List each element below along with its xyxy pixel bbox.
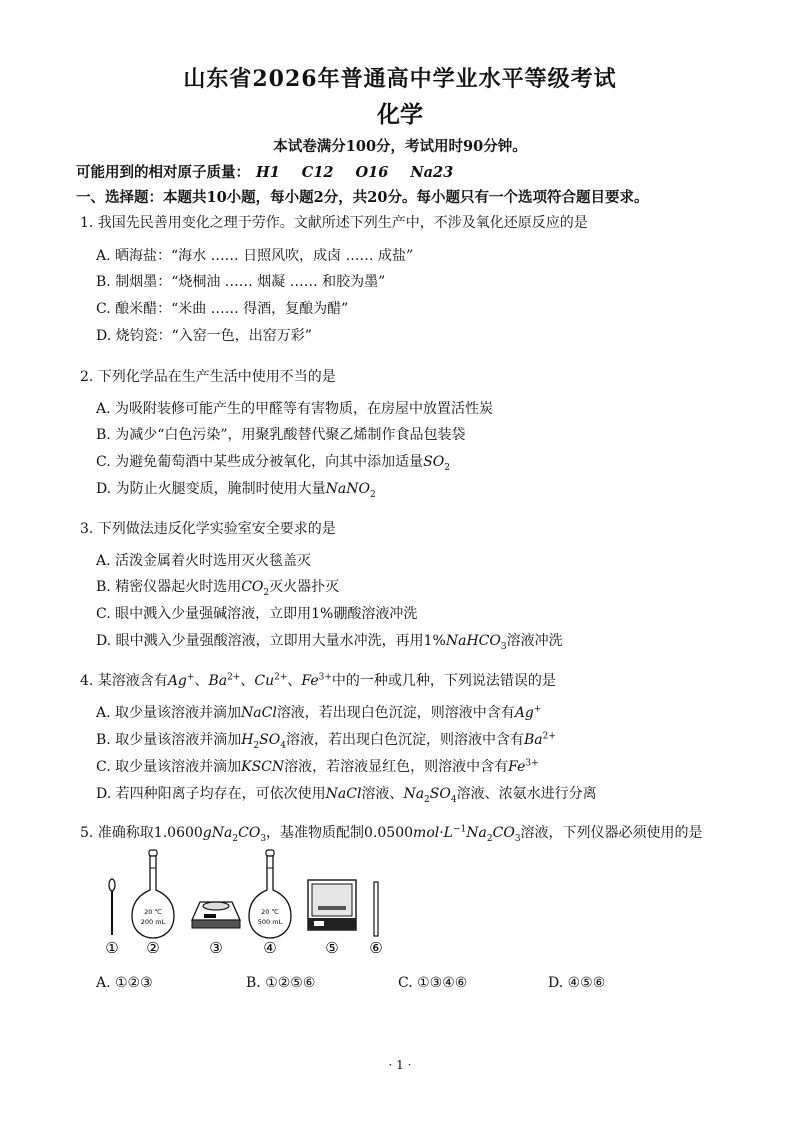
formula-na2co3-sub2: 3 <box>260 833 267 844</box>
formula-nahco3-sub: 3 <box>500 641 507 652</box>
q4-b-pre: B. 取少量该溶液并滴加 <box>96 732 242 748</box>
marker-2: ② <box>146 939 160 957</box>
formula-na2co3-tail: CO <box>492 825 515 841</box>
formula-nano2: NaNO <box>325 481 370 497</box>
analytical-balance-icon <box>308 880 356 930</box>
page-number: · 1 · <box>388 1058 412 1072</box>
ion-ag-charge: + <box>533 704 542 715</box>
q4-a-post: 溶液，若出现白色沉淀，则溶液中含有 <box>276 705 515 721</box>
formula-nahco3: NaHCO <box>445 633 501 649</box>
formula-na2co3: Na <box>466 825 487 841</box>
reagent-h2so4-sub: 2 <box>253 740 260 751</box>
q3-b-post: 灭火器扑灭 <box>269 579 340 595</box>
q1-option-d: D. 烧钧瓷：“入窑一色，出窑万彩” <box>96 328 312 344</box>
reagent-h2so4: H <box>241 732 254 748</box>
ion-ag: Ag <box>167 673 187 689</box>
ion-fe: Fe <box>508 759 526 775</box>
q5-option-a: A. ①②③ <box>96 975 153 991</box>
q4-stem-post: 中的一种或几种，下列说法错误的是 <box>331 673 556 689</box>
atomic-mass-na: Na23 <box>410 164 454 181</box>
q4-stem-pre: 4. 某溶液含有 <box>80 673 168 689</box>
atomic-mass-o: O16 <box>355 164 389 181</box>
formula-na2co3-sub: 2 <box>232 833 239 844</box>
formula-na2co3: Na <box>211 825 233 841</box>
q4-b-post: 溶液，若出现白色沉淀，则溶液中含有 <box>285 732 524 748</box>
atomic-label: 可能用到的相对原子质量： <box>76 164 250 181</box>
ion-ba: Ba <box>523 732 543 748</box>
q2-option-a: A. 为吸附装修可能产生的甲醛等有害物质，在房屋中放置活性炭 <box>96 401 494 417</box>
flask1-label-temp: 20 ℃ <box>144 908 162 916</box>
q3-b-pre: B. 精密仪器起火时选用 <box>96 579 242 595</box>
q3-stem: 3. 下列做法违反化学实验室安全要求的是 <box>80 521 336 537</box>
q5-option-c: C. ①③④⑥ <box>398 975 468 991</box>
glass-rod-icon <box>374 882 378 936</box>
q4-d-mid: 溶液、 <box>361 786 404 802</box>
ion-ba-charge: 2+ <box>542 731 556 742</box>
q2-option-c <box>96 451 450 473</box>
volumetric-flask-200-icon <box>132 850 174 938</box>
ion-cu: Cu <box>254 673 275 689</box>
ion-fe-charge: 3+ <box>318 672 332 683</box>
exam-intro: 本试卷满分100分，考试用时90分钟。 <box>273 138 527 155</box>
ion-ag: Ag <box>514 705 534 721</box>
reagent-nacl: NaCl <box>241 705 277 721</box>
q2-d-text: D. 为防止火腿变质，腌制时使用大量 <box>96 481 326 497</box>
q4-stem: 4. 某溶液含有Ag+、$Ba^{2+}$、$Cu^{2+}$、$Fe^{3+}$中的一种或几种，下列说法错误的是 <box>80 672 556 689</box>
q4-c-pre: C. 取少量该溶液并滴加 <box>96 759 242 775</box>
q1-option-b: B. 制烟墨：“烧桐油 …… 烟凝 …… 和胶为墨” <box>96 274 386 290</box>
ion-ba: Ba <box>208 673 228 689</box>
flask2-label-temp: 20 ℃ <box>261 908 279 916</box>
electronic-balance-icon <box>192 902 240 928</box>
atomic-masses <box>76 161 453 182</box>
formula-so2: SO <box>423 454 445 470</box>
formula-co2-sub: 2 <box>263 587 270 598</box>
q2-option-d <box>96 478 376 500</box>
apparatus-figure <box>100 848 400 963</box>
q3-option-d <box>96 630 563 652</box>
reagent-kscn: KSCN <box>241 759 285 775</box>
unit-mol-per-l: mol·L <box>413 825 453 841</box>
marker-5: ⑤ <box>325 939 339 957</box>
reagent-na2so4-sub2: 4 <box>450 794 457 805</box>
reagent-h2so4-sub2: 4 <box>280 740 286 751</box>
q3-d-post: 溶液冲洗 <box>506 633 563 649</box>
q5-option-b: B. ①②⑤⑥ <box>246 975 316 991</box>
q4-a-pre: A. 取少量该溶液并滴加 <box>96 705 242 721</box>
reagent-nacl: NaCl <box>325 786 362 802</box>
reagent-na2so4-tail: SO <box>429 786 451 802</box>
q3-option-c: C. 眼中溅入少量强碱溶液，立即用1%硼酸溶液冲洗 <box>96 606 418 622</box>
formula-co2: CO <box>241 579 264 595</box>
q4-option-c <box>96 756 539 776</box>
q1-option-c: C. 酿米醋：“米曲 …… 得酒，复酿为醋” <box>96 301 349 317</box>
formula-nano2-sub: 2 <box>369 489 376 500</box>
marker-6: ⑥ <box>369 939 383 957</box>
q4-option-d <box>96 783 597 805</box>
ion-ba-charge: 2+ <box>227 672 241 683</box>
q5-stem <box>80 822 703 844</box>
q3-option-a: A. 活泼金属着火时选用灭火毯盖灭 <box>96 553 312 569</box>
q4-option-b <box>96 729 556 751</box>
q5-option-d: D. ④⑤⑥ <box>548 975 606 991</box>
formula-so2-sub: 2 <box>444 462 450 473</box>
reagent-na2so4-sub: 2 <box>424 794 430 805</box>
formula-na2co3-sub2: 3 <box>514 833 521 844</box>
q1-option-a: A. 晒海盐：“海水 …… 日照风吹，成卤 …… 成盐” <box>96 248 414 264</box>
unit-g: g <box>202 825 212 841</box>
section-heading: 一、选择题：本题共10小题，每小题2分，共20分。每小题只有一个选项符合题目要求。 <box>76 189 649 206</box>
q5-stem-mid: ，基准物质配制0.0500 <box>266 825 414 841</box>
ion-ag-charge: + <box>186 672 195 683</box>
exam-title: 山东省2026年普通高中学业水平等级考试 <box>183 66 617 92</box>
atomic-mass-c: C12 <box>301 164 334 181</box>
formula-na2co3-tail: CO <box>238 825 261 841</box>
q4-d-pre: D. 若四种阳离子均存在，可依次使用 <box>96 786 326 802</box>
flask2-label-vol: 500 mL <box>257 918 283 926</box>
q5-stem-pre: 5. 准确称取1.0600 <box>80 825 203 841</box>
atomic-mass-h: H1 <box>256 164 280 181</box>
q2-stem: 2. 下列化学品在生产生活中使用不当的是 <box>80 369 336 385</box>
formula-na2co3-sub: 2 <box>486 833 493 844</box>
unit-sup: −1 <box>452 824 467 835</box>
spatula-icon <box>109 879 115 935</box>
q4-option-a <box>96 702 541 722</box>
marker-3: ③ <box>209 939 223 957</box>
reagent-h2so4-tail: SO <box>259 732 281 748</box>
q5-stem-post: 溶液，下列仪器必须使用的是 <box>520 825 703 841</box>
ion-fe-charge: 3+ <box>525 758 539 769</box>
q1-stem: 1. 我国先民善用变化之理于劳作。文献所述下列生产中，不涉及氧化还原反应的是 <box>80 215 588 231</box>
q2-option-b: B. 为减少“白色污染”，用聚乳酸替代聚乙烯制作食品包装袋 <box>96 427 466 443</box>
flask1-label-vol: 200 mL <box>140 918 166 926</box>
marker-4: ④ <box>263 939 277 957</box>
q2-c-text: C. 为避免葡萄酒中某些成分被氧化，向其中添加适量 <box>96 454 424 470</box>
q4-c-post: 溶液，若溶液显红色，则溶液中含有 <box>284 759 509 775</box>
volumetric-flask-500-icon <box>249 850 291 938</box>
q4-d-post: 溶液、浓氨水进行分离 <box>456 786 597 802</box>
ion-fe: Fe <box>301 673 319 689</box>
reagent-na2so4: Na <box>403 786 425 802</box>
exam-subject: 化学 <box>377 101 423 128</box>
ion-cu-charge: 2+ <box>274 672 288 683</box>
marker-1: ① <box>105 939 119 957</box>
q3-option-b <box>96 576 339 598</box>
q3-d-pre: D. 眼中溅入少量强酸溶液，立即用大量水冲洗，再用1% <box>96 633 446 649</box>
